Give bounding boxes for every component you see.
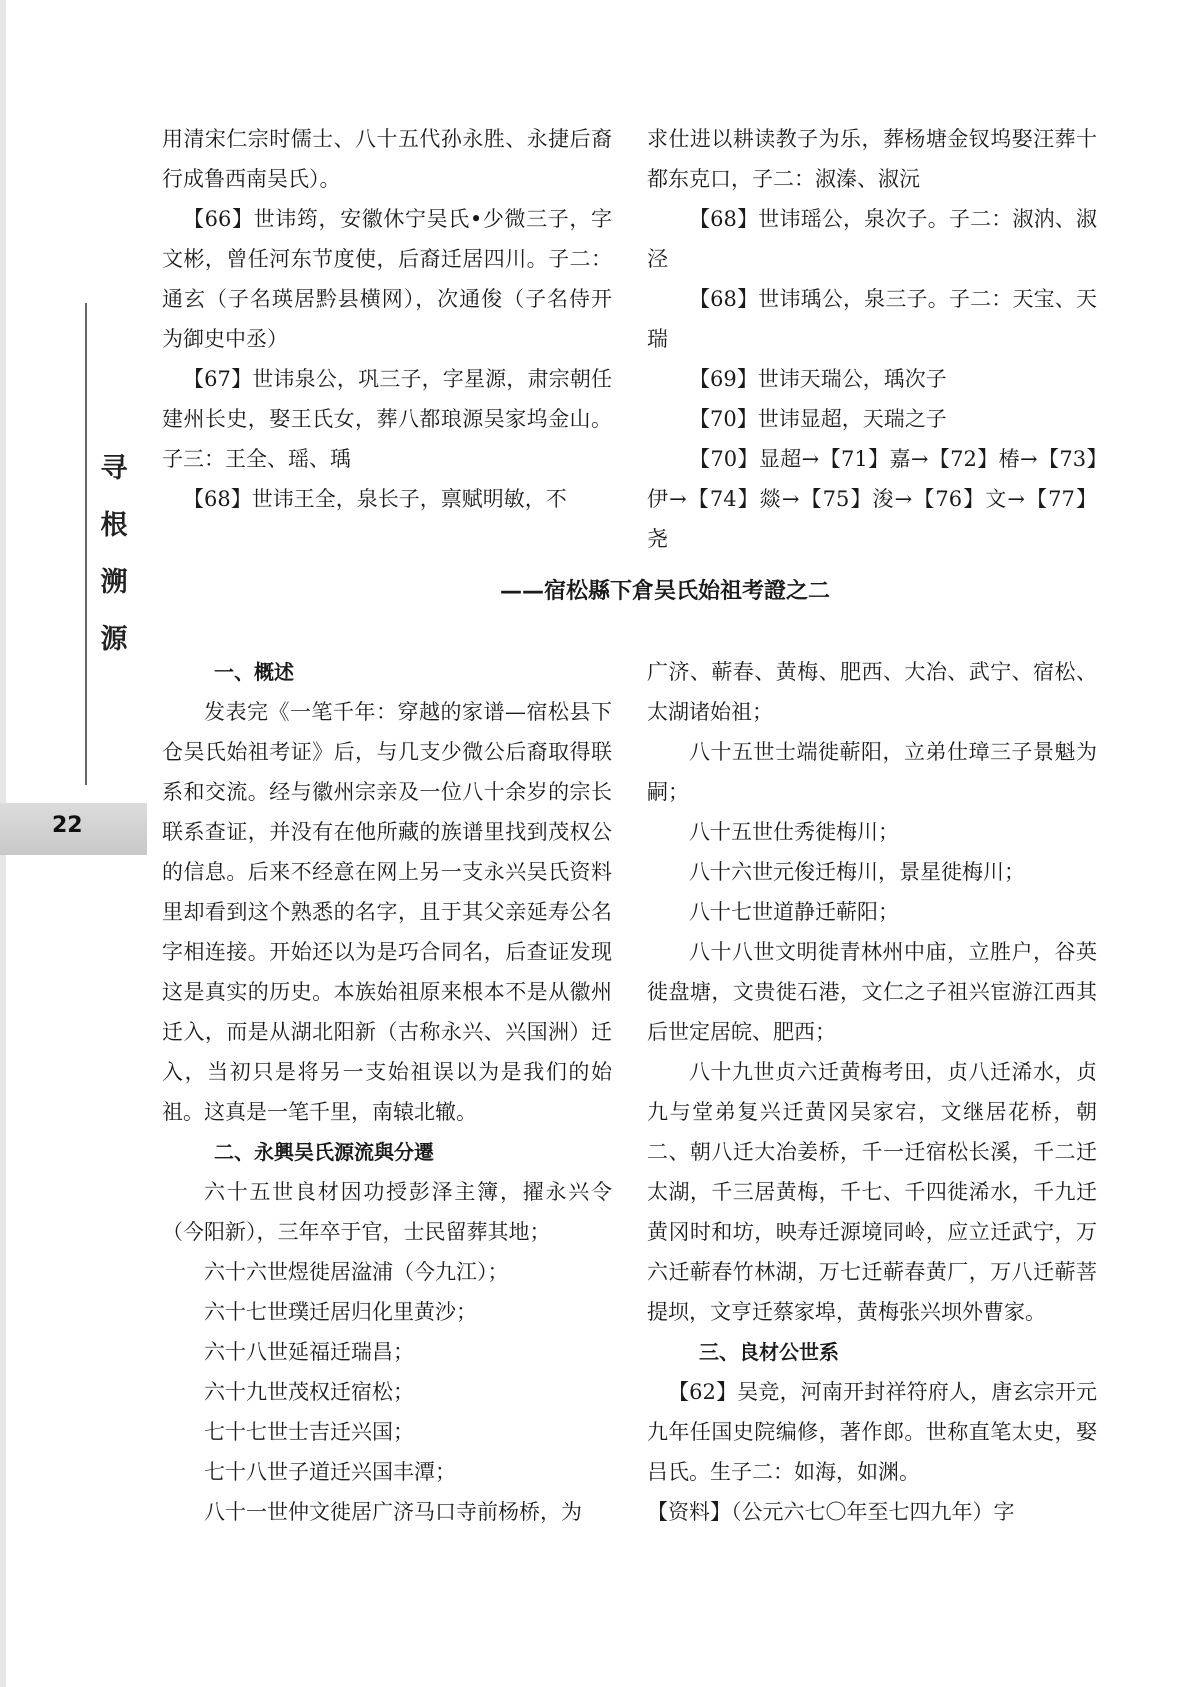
page-number: 22 <box>52 813 83 838</box>
paragraph: 广济、蕲春、黄梅、肥西、大冶、武宁、宿松、太湖诸始祖； <box>647 660 1097 724</box>
article-section-title: ——宿松縣下倉吴氏始祖考證之二 <box>499 579 830 604</box>
list-item: 六十七世璞迁居归化里黄沙； <box>204 1300 477 1324</box>
paragraph: 八十九世贞六迁黄梅考田，贞八迁浠水，贞九与堂弟复兴迁黄冈吴家宕，文继居花桥，朝二、朝八迁大冶姜桥，千一迁宿松长溪，千二迁太湖，千三居黄梅，千七、千四徙浠水，千九迁黄冈时和坊，映寿迁源境同岭，应立迁武宁，万六迁蕲春竹林湖，万七迁蕲春黄厂，万八迁蕲菩提坝，文亨迁蔡家埠，黄梅张兴坝外曹家。 <box>647 1060 1097 1324</box>
section-heading: 一、概述 <box>214 660 294 684</box>
sidebar-char: 寻 <box>100 453 128 484</box>
sidebar-char: 根 <box>100 510 128 541</box>
paragraph: 八十八世文明徙青林州中庙，立胜户，谷英徙盘塘，文贵徙石港，文仁之子祖兴宦游江西其后世定居皖、肥西； <box>647 940 1097 1044</box>
paragraph: 【68】世讳瑀公，泉三子。子二：天宝、天瑞 <box>647 287 1097 351</box>
section-sidebar-title <box>96 440 132 668</box>
bottom-right-column <box>647 652 1097 1532</box>
paragraph: 【70】世讳显超，天瑞之子 <box>689 407 947 431</box>
paragraph: 发表完《一笔千年：穿越的家谱—宿松县下仓吴氏始祖考证》后，与几支少微公后裔取得联系和交流。经与徽州宗亲及一位八十余岁的宗长联系查证，并没有在他所藏的族谱里找到茂权公的信息。后来不经意在网上另一支永兴吴氏资料里却看到这个熟悉的名字，且于其父亲延寿公名字相连接。开始还以为是巧合同名，后查证发现这是真实的历史。本族始祖原来根本不是从徽州迁入，而是从湖北阳新（古称永兴、兴国洲）迁入，当初只是将另一支始祖误以为是我们的始祖。这真是一笔千里，南辕北辙。 <box>162 700 612 1124</box>
list-item: 六十九世茂权迁宿松； <box>204 1380 414 1404</box>
paragraph: 【68】世讳瑶公，泉次子。子二：淑汭、淑泾 <box>647 207 1097 271</box>
top-left-column <box>162 119 612 519</box>
sidebar-rule <box>85 303 87 785</box>
list-item: 八十六世元俊迁梅川，景星徙梅川； <box>689 860 1025 884</box>
sidebar-char: 源 <box>100 624 128 655</box>
list-item: 八十五世仕秀徙梅川； <box>689 820 899 844</box>
paragraph: 【69】世讳天瑞公，瑀次子 <box>689 367 947 391</box>
sidebar-char: 溯 <box>100 567 128 598</box>
paragraph: 八十一世仲文徙居广济马口寺前杨桥，为 <box>204 1500 582 1524</box>
paragraph: 八十五世士端徙蕲阳，立弟仕璋三子景魁为嗣； <box>647 740 1097 804</box>
paragraph: 【67】世讳泉公，巩三子，字星源，肃宗朝任建州长史，娶王氏女，葬八都琅源吴家坞金山。子三：王全、瑶、瑀 <box>162 367 612 471</box>
bottom-left-column <box>162 652 612 1532</box>
paragraph: 六十五世良材因功授彭泽主簿，擢永兴令（今阳新），三年卒于官，士民留葬其地； <box>162 1180 612 1244</box>
list-item: 六十八世延福迁瑞昌； <box>204 1340 414 1364</box>
page-number-tab <box>0 803 147 855</box>
list-item: 七十八世子道迁兴国丰潭； <box>204 1460 456 1484</box>
section-heading: 二、永興吴氏源流與分遷 <box>214 1140 434 1164</box>
list-item: 七十七世士吉迁兴国； <box>204 1420 414 1444</box>
paragraph: 求仕进以耕读教子为乐，葬杨塘金钗坞娶汪葬十都东克口，子二：淑溱、淑沅 <box>647 127 1097 191</box>
list-item: 八十七世道静迁蕲阳； <box>689 900 899 924</box>
section-heading: 三、良材公世系 <box>699 1340 839 1364</box>
paragraph: 用清宋仁宗时儒士、八十五代孙永胜、永捷后裔行成鲁西南吴氏）。 <box>162 127 612 191</box>
paragraph: 【62】吴竞，河南开封祥符府人，唐玄宗开元九年任国史院编修，著作郎。世称直笔太史，娶吕氏。生子二：如海，如渊。 <box>647 1380 1097 1484</box>
paragraph: 【70】显超→【71】嘉→【72】椿→【73】伊→【74】燚→【75】浚→【76】文→【77】尧 <box>647 447 1097 551</box>
paragraph: 【66】世讳筠，安徽休宁吴氏•少微三子，字文彬，曾任河东节度使，后裔迁居四川。子二：通玄（子名瑛居黔县横网），次通俊（子名侍开为御史中丞） <box>162 207 612 351</box>
list-item: 六十六世煜徙居湓浦（今九江）； <box>204 1260 509 1284</box>
paragraph: 【资料】（公元六七〇年至七四九年）字 <box>647 1500 1015 1524</box>
paragraph: 【68】世讳王全，泉长子，禀赋明敏，不 <box>183 487 567 511</box>
top-right-column <box>647 119 1097 559</box>
